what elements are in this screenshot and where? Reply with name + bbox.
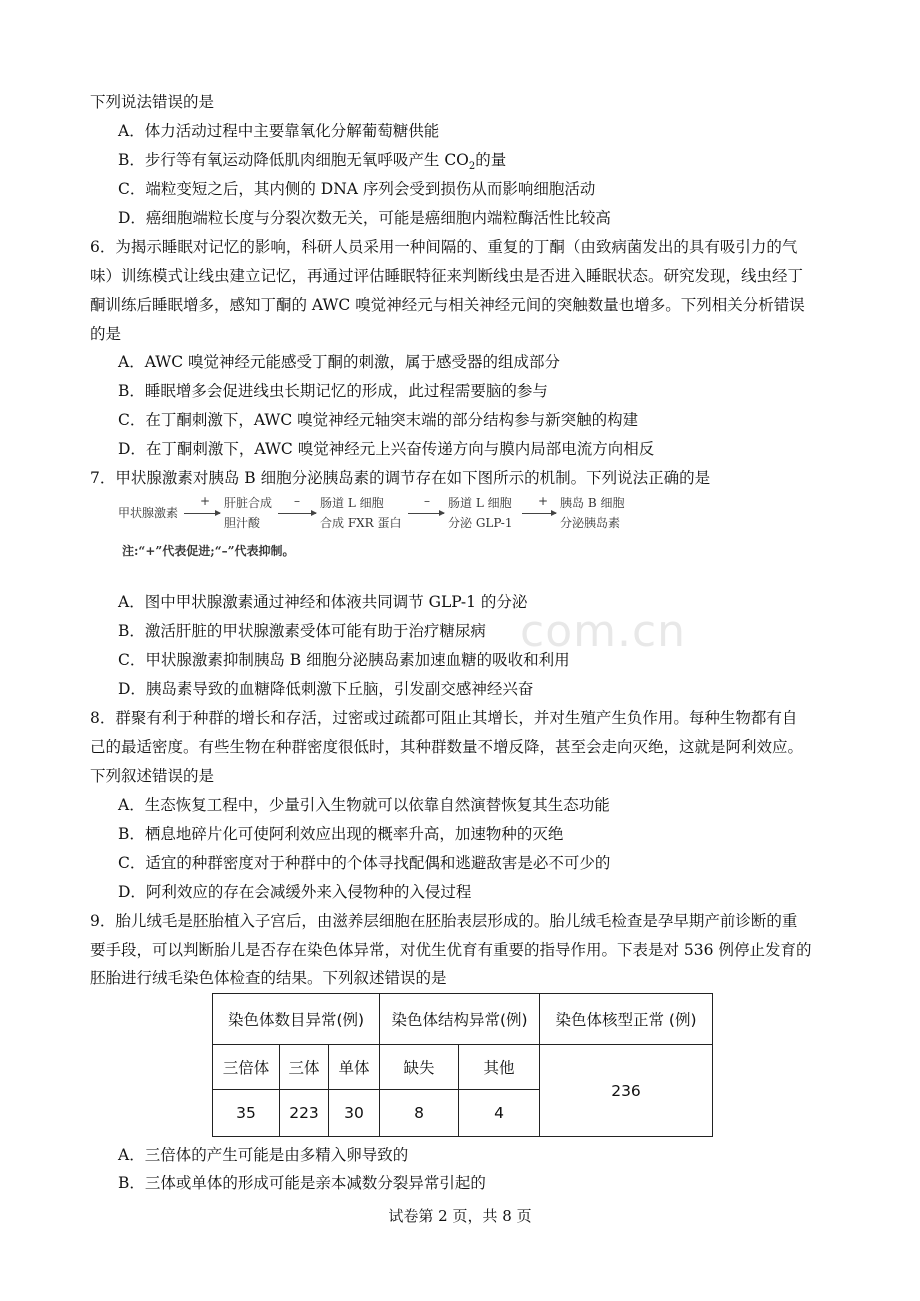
q9-option-a: A．三倍体的产生可能是由多精入卵导致的: [118, 1146, 409, 1164]
q7-option-b: B．激活肝脏的甲状腺激素受体可能有助于治疗糖尿病: [118, 622, 486, 640]
diagram-arrow-3: [408, 513, 444, 514]
diagram-node1-bottom: 胆汁酸: [224, 516, 261, 530]
diagram-node2-top: 肠道 L 细胞: [320, 496, 384, 510]
table-header-row: [213, 994, 713, 1045]
q8-option-c: C．适宜的种群密度对于种群中的个体寻找配偶和逃避敌害是必不可少的: [118, 854, 611, 872]
value-triploid: 35: [213, 1090, 280, 1137]
sub-deletion: 缺失: [380, 1045, 459, 1090]
header-structure-abnormal: 染色体结构异常(例): [380, 994, 540, 1045]
q5-stem-tail: 下列说法错误的是: [90, 93, 215, 111]
q6-option-a: A．AWC 嗅觉神经元能感受丁酮的刺激，属于感受器的组成部分: [118, 353, 560, 371]
header-number-abnormal: 染色体数目异常(例): [213, 994, 380, 1045]
diagram-arrow-2: [278, 513, 316, 514]
value-trisomy: 223: [280, 1090, 329, 1137]
regulation-flow-diagram: [118, 492, 638, 564]
q5-option-d: D．癌细胞端粒长度与分裂次数无关，可能是癌细胞内端粒酶活性比较高: [118, 209, 611, 227]
q6-stem-line-1: 6．为揭示睡眠对记忆的影响，科研人员采用一种间隔的、重复的丁酮（由致病菌发出的具有吸引力的气: [90, 238, 798, 256]
sub-other: 其他: [459, 1045, 540, 1090]
page-footer: 试卷第 2 页，共 8 页: [388, 1207, 532, 1225]
diagram-node3-top: 肠道 L 细胞: [448, 496, 512, 510]
q6-stem-line-3: 酮训练后睡眠增多，感知丁酮的 AWC 嗅觉神经元与相关神经元间的突触数量也增多。下列相关分析错误: [90, 296, 805, 314]
table-subheader-row: [213, 1045, 713, 1090]
q8-option-a: A．生态恢复工程中，少量引入生物就可以依靠自然演替恢复其生态功能: [118, 796, 610, 814]
header-karyotype-normal: 染色体核型正常 (例): [540, 994, 713, 1045]
q7-stem: 7．甲状腺激素对胰岛 B 细胞分泌胰岛素的调节存在如下图所示的机制。下列说法正确的是: [90, 469, 711, 487]
diagram-sign-1: +: [200, 494, 211, 508]
q8-stem-line-3: 下列叙述错误的是: [90, 767, 215, 785]
q9-stem-line-2: 要手段，可以判断胎儿是否存在染色体异常，对优生优育有重要的指导作用。下表是对 536 例停止发育的: [90, 941, 812, 959]
diagram-arrow-4: [522, 513, 556, 514]
q9-stem-line-1: 9．胎儿绒毛是胚胎植入子宫后，由滋养层细胞在胚胎表层形成的。胎儿绒毛检查是孕早期产前诊断的重: [90, 912, 798, 930]
q8-option-b: B．栖息地碎片化可使阿利效应出现的概率升高，加速物种的灭绝: [118, 825, 564, 843]
value-normal: 236: [540, 1045, 713, 1137]
q6-option-c: C．在丁酮刺激下，AWC 嗅觉神经元轴突末端的部分结构参与新突触的构建: [118, 411, 639, 429]
watermark: com.cn: [520, 606, 687, 657]
diagram-note: 注:“+”代表促进;“–”代表抑制。: [122, 544, 295, 558]
diagram-node1-top: 肝脏合成: [224, 496, 273, 510]
diagram-sign-2: –: [294, 494, 300, 508]
q6-option-d: D．在丁酮刺激下，AWC 嗅觉神经元上兴奋传递方向与膜内局部电流方向相反: [118, 440, 655, 458]
sub-triploid: 三倍体: [213, 1045, 280, 1090]
q5-option-b: B．步行等有氧运动降低肌肉细胞无氧呼吸产生 $CO_2$的量: [118, 151, 507, 173]
q8-stem-line-2: 己的最适密度。有些生物在种群密度很低时，其种群数量不增反降，甚至会走向灭绝，这就是阿利效应。: [90, 738, 804, 756]
q6-option-b: B．睡眠增多会促进线虫长期记忆的形成，此过程需要脑的参与: [118, 382, 548, 400]
q5-option-c: C．端粒变短之后，其内侧的 DNA 序列会受到损伤从而影响细胞活动: [118, 180, 596, 198]
q9-stem-line-3: 胚胎进行绒毛染色体检查的结果。下列叙述错误的是: [90, 969, 447, 987]
sub-monosomy: 单体: [329, 1045, 380, 1090]
q9-option-b: B．三体或单体的形成可能是亲本减数分裂异常引起的: [118, 1174, 486, 1192]
value-monosomy: 30: [329, 1090, 380, 1137]
co2-subscript: 2: [468, 161, 476, 173]
value-deletion: 8: [380, 1090, 459, 1137]
q6-stem-line-2: 味）训练模式让线虫建立记忆，再通过评估睡眠特征来判断线虫是否进入睡眠状态。研究发现，线虫经丁: [90, 267, 804, 285]
diagram-node3-bottom: 分泌 GLP-1: [448, 516, 513, 530]
q8-stem-line-1: 8．群聚有利于种群的增长和存活，过密或过疏都可阻止其增长，并对生殖产生负作用。每种生物都有自: [90, 709, 798, 727]
q7-option-d: D．胰岛素导致的血糖降低刺激下丘脑，引发副交感神经兴奋: [118, 680, 534, 698]
q6-stem-line-4: 的是: [90, 325, 122, 343]
q7-option-a: A．图中甲状腺激素通过神经和体液共同调节 GLP-1 的分泌: [118, 593, 528, 611]
q5-option-a: A．体力活动过程中主要靠氧化分解葡萄糖供能: [118, 122, 440, 140]
diagram-arrow-1: [184, 513, 220, 514]
sub-trisomy: 三体: [280, 1045, 329, 1090]
diagram-node4-top: 胰岛 B 细胞: [560, 496, 625, 510]
q7-option-c: C．甲状腺激素抑制胰岛 B 细胞分泌胰岛素加速血糖的吸收和利用: [118, 651, 570, 669]
chromosome-result-table: [212, 993, 713, 1137]
value-other: 4: [459, 1090, 540, 1137]
diagram-node4-bottom: 分泌胰岛素: [560, 516, 621, 530]
diagram-node2-bottom: 合成 FXR 蛋白: [320, 516, 402, 530]
diagram-sign-3: –: [424, 494, 430, 508]
q8-option-d: D．阿利效应的存在会减缓外来入侵物种的入侵过程: [118, 883, 472, 901]
diagram-start: 甲状腺激素: [118, 506, 179, 520]
diagram-sign-4: +: [538, 494, 549, 508]
